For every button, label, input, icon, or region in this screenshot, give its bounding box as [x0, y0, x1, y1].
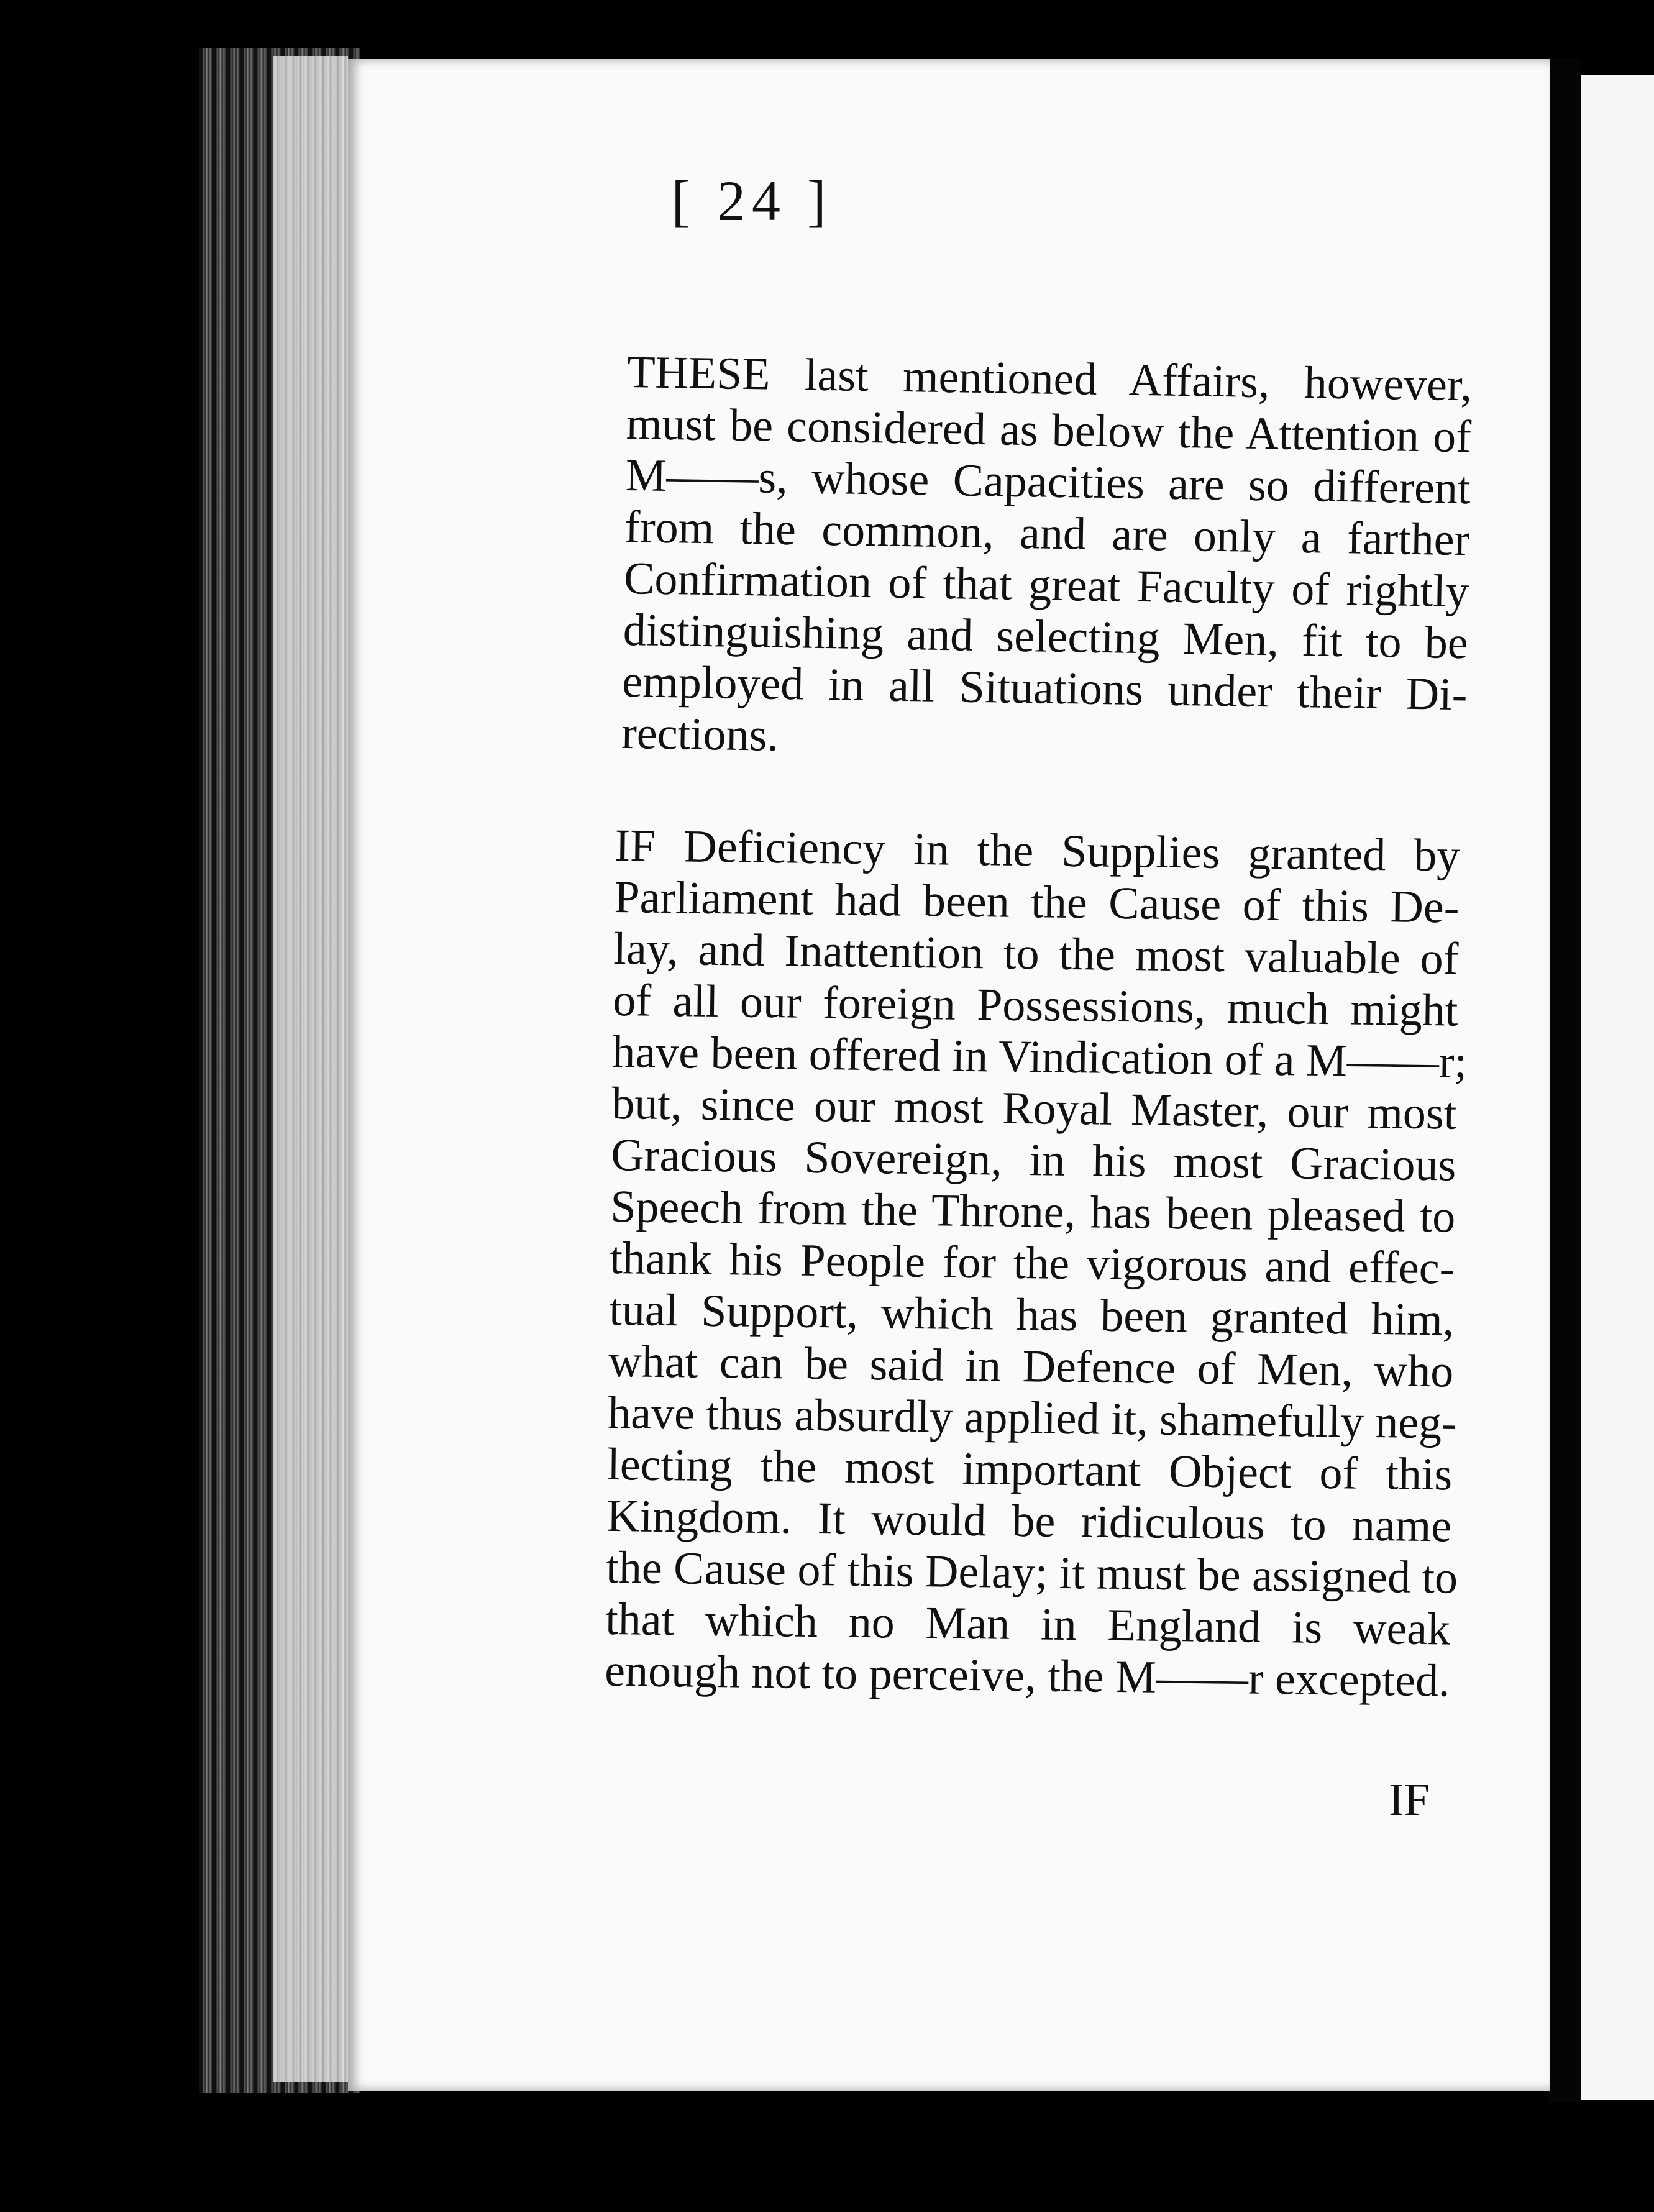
- text-line: of all our foreign Possessions, much might: [612, 974, 1458, 1036]
- text-line: that which no Man in England is weak: [605, 1593, 1451, 1655]
- text-line: what can be said in Defence of Men, who: [608, 1335, 1454, 1397]
- paragraph-1: [621, 347, 1473, 772]
- text-line: thank his People for the vigorous and effec-: [609, 1232, 1455, 1294]
- text-line: from the common, and are only a farther: [624, 501, 1470, 566]
- text-line: have thus absurdly applied it, shamefully neg-: [607, 1387, 1458, 1449]
- text-line: Confirmation of that great Faculty of rightly: [623, 552, 1469, 618]
- text-line: enough not to perceive, the M——r excepted.: [604, 1645, 1451, 1707]
- catchword: IF: [1389, 1775, 1430, 1826]
- text-line: M——s, whose Capacities are so different: [625, 449, 1471, 514]
- text-line: Kingdom. It would be ridiculous to name: [606, 1490, 1452, 1552]
- text-line: have been offered in Vindication of a M——r;: [611, 1026, 1468, 1088]
- text-line: rections.: [621, 707, 779, 761]
- text-line: the Cause of this Delay; it must be assigned to: [605, 1542, 1458, 1604]
- text-line: must be considered as below the Attention of: [626, 398, 1472, 463]
- book-gutter: [1548, 59, 1581, 2103]
- text-line: employed in all Situations under their Di-: [621, 656, 1468, 721]
- text-line: Gracious Sovereign, in his most Gracious: [610, 1129, 1456, 1191]
- page-block-edges-highlight: [273, 56, 348, 2082]
- text-line: tual Support, which has been granted him,: [608, 1284, 1455, 1346]
- text-line: Parliament had been the Cause of this De-: [613, 871, 1460, 933]
- facing-page: [1581, 75, 1654, 2100]
- text-line: distinguishing and selecting Men, fit to be: [623, 604, 1469, 669]
- text-line: lay, and Inattention to the most valuable of: [613, 923, 1459, 985]
- text-line: Speech from the Throne, has been pleased to: [610, 1181, 1456, 1243]
- page-number: [ 24 ]: [671, 169, 833, 232]
- paragraph-2: [604, 820, 1468, 1707]
- text-line: IF Deficiency in the Supplies granted by: [614, 820, 1460, 882]
- text-line: THESE last mentioned Affairs, however,: [626, 347, 1473, 411]
- text-line: but, since our most Royal Master, our most: [611, 1077, 1457, 1140]
- text-line: lecting the most important Object of this: [606, 1438, 1453, 1501]
